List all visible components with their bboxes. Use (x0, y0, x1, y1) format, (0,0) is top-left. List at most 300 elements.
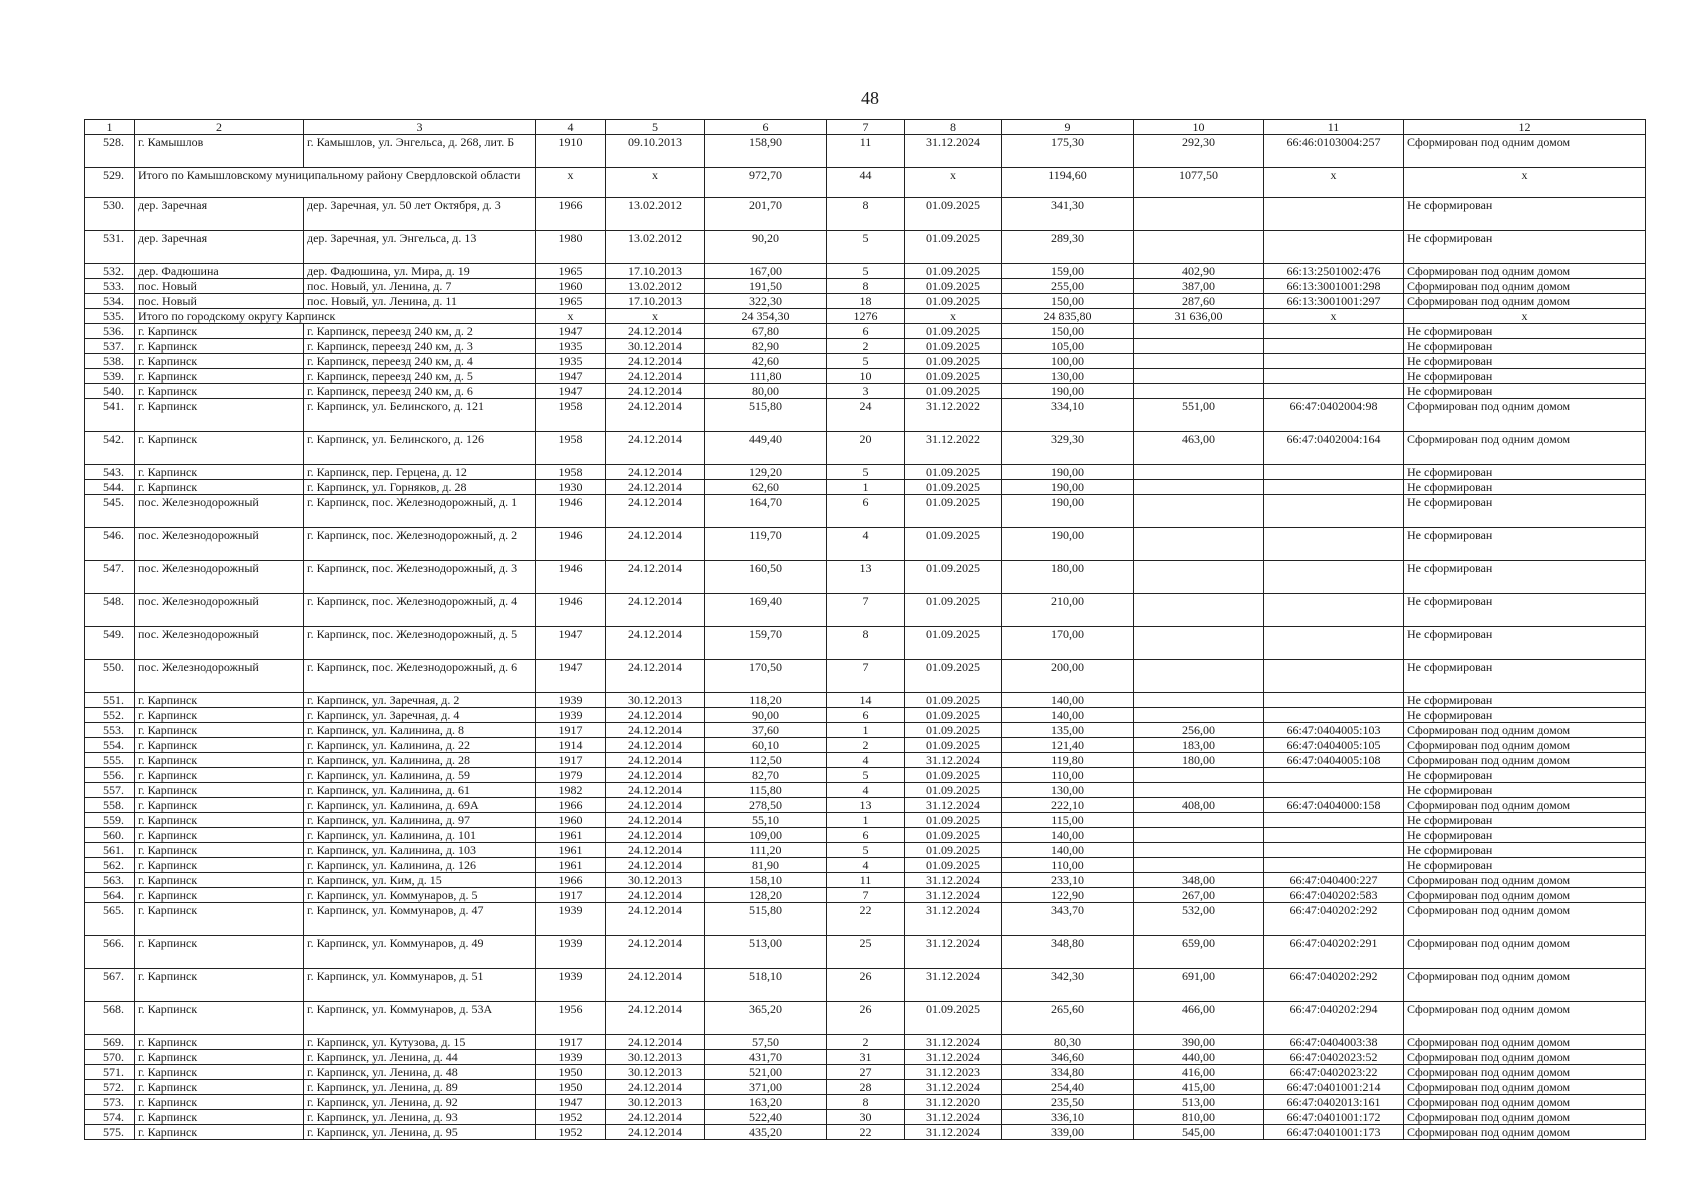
table-row (85, 309, 1646, 324)
area: 90,00 (705, 708, 827, 723)
table-row (85, 888, 1646, 903)
planned-date: 01.09.2025 (905, 594, 1002, 627)
planned-date: 01.09.2025 (905, 561, 1002, 594)
inclusion-date: 24.12.2014 (606, 1002, 705, 1035)
column-header: 12 (1404, 120, 1646, 135)
address: г. Карпинск, ул. Коммунаров, д. 53А (304, 1002, 536, 1035)
address: пос. Новый, ул. Ленина, д. 11 (304, 294, 536, 309)
cadastral-number: 66:47:0404005:108 (1264, 753, 1404, 768)
area-9: 265,60 (1002, 1002, 1134, 1035)
cadastral-number (1264, 198, 1404, 231)
area-9: 339,00 (1002, 1125, 1134, 1140)
area-9: 80,30 (1002, 1035, 1134, 1050)
area-9: 190,00 (1002, 528, 1134, 561)
year-built: 1939 (536, 1050, 606, 1065)
area: 371,00 (705, 1080, 827, 1095)
address: г. Карпинск, переезд 240 км, д. 5 (304, 369, 536, 384)
residents: 26 (827, 969, 905, 1002)
table-row (85, 969, 1646, 1002)
planned-date: 31.12.2024 (905, 135, 1002, 168)
land-area: 466,00 (1134, 1002, 1264, 1035)
table-row (85, 1002, 1646, 1035)
land-area: 545,00 (1134, 1125, 1264, 1140)
settlement: г. Карпинск (135, 798, 304, 813)
planned-date: 01.09.2025 (905, 354, 1002, 369)
settlement: пос. Железнодорожный (135, 495, 304, 528)
inclusion-date: 24.12.2014 (606, 561, 705, 594)
table-row (85, 1065, 1646, 1080)
year-built: 1946 (536, 561, 606, 594)
land-status: Не сформирован (1404, 198, 1646, 231)
land-area (1134, 768, 1264, 783)
area: 82,70 (705, 768, 827, 783)
area-9: 150,00 (1002, 294, 1134, 309)
land-area (1134, 708, 1264, 723)
land-status: Сформирован под одним домом (1404, 1050, 1646, 1065)
year-built: 1935 (536, 354, 606, 369)
address: г. Карпинск, переезд 240 км, д. 3 (304, 339, 536, 354)
area-9: 150,00 (1002, 324, 1134, 339)
inclusion-date: 24.12.2014 (606, 903, 705, 936)
cadastral-number (1264, 231, 1404, 264)
land-status: Не сформирован (1404, 480, 1646, 495)
table-row (85, 354, 1646, 369)
cadastral-number (1264, 708, 1404, 723)
column-header: 6 (705, 120, 827, 135)
land-status: Сформирован под одним домом (1404, 936, 1646, 969)
cadastral-number (1264, 354, 1404, 369)
land-status: x (1404, 168, 1646, 198)
settlement: г. Карпинск (135, 324, 304, 339)
inclusion-date: 13.02.2012 (606, 279, 705, 294)
planned-date: x (905, 309, 1002, 324)
column-header: 7 (827, 120, 905, 135)
land-area: 1077,50 (1134, 168, 1264, 198)
table-row (85, 384, 1646, 399)
row-number: 548. (85, 594, 135, 627)
residents: 4 (827, 753, 905, 768)
area: 515,80 (705, 903, 827, 936)
land-status: Сформирован под одним домом (1404, 432, 1646, 465)
inclusion-date: 24.12.2014 (606, 738, 705, 753)
inclusion-date: 24.12.2014 (606, 594, 705, 627)
year-built: 1965 (536, 264, 606, 279)
table-row (85, 627, 1646, 660)
settlement: г. Карпинск (135, 399, 304, 432)
cadastral-number (1264, 324, 1404, 339)
land-area: 416,00 (1134, 1065, 1264, 1080)
area-9: 342,30 (1002, 969, 1134, 1002)
area: 82,90 (705, 339, 827, 354)
planned-date: 01.09.2025 (905, 660, 1002, 693)
land-area: 440,00 (1134, 1050, 1264, 1065)
year-built: 1956 (536, 1002, 606, 1035)
settlement: г. Карпинск (135, 1110, 304, 1125)
planned-date: 01.09.2025 (905, 708, 1002, 723)
land-area: 513,00 (1134, 1095, 1264, 1110)
table-row (85, 1095, 1646, 1110)
row-number: 542. (85, 432, 135, 465)
inclusion-date: 24.12.2014 (606, 723, 705, 738)
column-header: 11 (1264, 120, 1404, 135)
row-number: 554. (85, 738, 135, 753)
area-9: 1194,60 (1002, 168, 1134, 198)
settlement: пос. Железнодорожный (135, 627, 304, 660)
area-9: 140,00 (1002, 843, 1134, 858)
row-number: 566. (85, 936, 135, 969)
settlement: г. Карпинск (135, 738, 304, 753)
land-status: Сформирован под одним домом (1404, 1002, 1646, 1035)
row-number: 574. (85, 1110, 135, 1125)
area: 322,30 (705, 294, 827, 309)
settlement: дер. Заречная (135, 198, 304, 231)
address: г. Карпинск, ул. Кутузова, д. 15 (304, 1035, 536, 1050)
area-9: 130,00 (1002, 783, 1134, 798)
row-number: 553. (85, 723, 135, 738)
land-area (1134, 843, 1264, 858)
housing-registry-table (84, 119, 1646, 1140)
residents: 6 (827, 324, 905, 339)
address: г. Карпинск, пос. Железнодорожный, д. 6 (304, 660, 536, 693)
year-built: 1946 (536, 528, 606, 561)
inclusion-date: 24.12.2014 (606, 888, 705, 903)
cadastral-number (1264, 480, 1404, 495)
area: 111,80 (705, 369, 827, 384)
year-built: 1946 (536, 495, 606, 528)
area-9: 180,00 (1002, 561, 1134, 594)
area: 522,40 (705, 1110, 827, 1125)
year-built: 1947 (536, 627, 606, 660)
settlement: дер. Заречная (135, 231, 304, 264)
row-number: 547. (85, 561, 135, 594)
area: 191,50 (705, 279, 827, 294)
table-row (85, 279, 1646, 294)
address: дер. Фадюшина, ул. Мира, д. 19 (304, 264, 536, 279)
row-number: 539. (85, 369, 135, 384)
area: 115,80 (705, 783, 827, 798)
area-9: 140,00 (1002, 693, 1134, 708)
address: г. Карпинск, ул. Заречная, д. 4 (304, 708, 536, 723)
land-area: 287,60 (1134, 294, 1264, 309)
land-area (1134, 693, 1264, 708)
table-row (85, 858, 1646, 873)
table-row (85, 873, 1646, 888)
land-status: Сформирован под одним домом (1404, 399, 1646, 432)
settlement: г. Карпинск (135, 480, 304, 495)
cadastral-number (1264, 594, 1404, 627)
area: 513,00 (705, 936, 827, 969)
address: г. Карпинск, ул. Калинина, д. 97 (304, 813, 536, 828)
area: 129,20 (705, 465, 827, 480)
row-number: 559. (85, 813, 135, 828)
land-status: x (1404, 309, 1646, 324)
row-number: 568. (85, 1002, 135, 1035)
area-9: 343,70 (1002, 903, 1134, 936)
land-area (1134, 384, 1264, 399)
land-status: Сформирован под одним домом (1404, 1095, 1646, 1110)
area: 169,40 (705, 594, 827, 627)
residents: 25 (827, 936, 905, 969)
land-area (1134, 528, 1264, 561)
address: г. Карпинск, ул. Ленина, д. 48 (304, 1065, 536, 1080)
land-status: Не сформирован (1404, 858, 1646, 873)
land-status: Сформирован под одним домом (1404, 753, 1646, 768)
year-built: 1958 (536, 399, 606, 432)
settlement: пос. Новый (135, 279, 304, 294)
cadastral-number: 66:47:0401001:172 (1264, 1110, 1404, 1125)
inclusion-date: 24.12.2014 (606, 828, 705, 843)
planned-date: 01.09.2025 (905, 264, 1002, 279)
address: г. Карпинск, переезд 240 км, д. 6 (304, 384, 536, 399)
area-9: 119,80 (1002, 753, 1134, 768)
land-area: 532,00 (1134, 903, 1264, 936)
area: 158,90 (705, 135, 827, 168)
inclusion-date: 24.12.2014 (606, 1035, 705, 1050)
row-number: 561. (85, 843, 135, 858)
year-built: 1910 (536, 135, 606, 168)
area: 128,20 (705, 888, 827, 903)
settlement: пос. Железнодорожный (135, 528, 304, 561)
table-row (85, 432, 1646, 465)
year-built: 1917 (536, 723, 606, 738)
table-row (85, 324, 1646, 339)
area-9: 121,40 (1002, 738, 1134, 753)
residents: 8 (827, 279, 905, 294)
settlement: г. Карпинск (135, 1095, 304, 1110)
area: 60,10 (705, 738, 827, 753)
land-status: Сформирован под одним домом (1404, 1125, 1646, 1140)
cadastral-number (1264, 768, 1404, 783)
inclusion-date: 30.12.2013 (606, 1050, 705, 1065)
cadastral-number: 66:47:040202:291 (1264, 936, 1404, 969)
cadastral-number: 66:47:0404005:105 (1264, 738, 1404, 753)
address: г. Карпинск, пос. Железнодорожный, д. 1 (304, 495, 536, 528)
settlement: г. Карпинск (135, 753, 304, 768)
planned-date: 01.09.2025 (905, 813, 1002, 828)
address: г. Карпинск, ул. Коммунаров, д. 51 (304, 969, 536, 1002)
settlement: г. Карпинск (135, 813, 304, 828)
year-built: 1935 (536, 339, 606, 354)
settlement: пос. Железнодорожный (135, 660, 304, 693)
residents: 5 (827, 843, 905, 858)
residents: 7 (827, 594, 905, 627)
land-area (1134, 594, 1264, 627)
row-number: 533. (85, 279, 135, 294)
table-row (85, 594, 1646, 627)
inclusion-date: 30.12.2013 (606, 1065, 705, 1080)
cadastral-number: 66:47:0402013:161 (1264, 1095, 1404, 1110)
area-9: 140,00 (1002, 708, 1134, 723)
land-status: Сформирован под одним домом (1404, 969, 1646, 1002)
land-status: Сформирован под одним домом (1404, 279, 1646, 294)
land-status: Не сформирован (1404, 693, 1646, 708)
planned-date: 31.12.2024 (905, 873, 1002, 888)
table-row (85, 738, 1646, 753)
residents: 1 (827, 723, 905, 738)
area-9: 348,80 (1002, 936, 1134, 969)
row-number: 528. (85, 135, 135, 168)
inclusion-date: x (606, 309, 705, 324)
cadastral-number: 66:47:0404005:103 (1264, 723, 1404, 738)
table-row (85, 660, 1646, 693)
cadastral-number (1264, 660, 1404, 693)
land-area (1134, 660, 1264, 693)
table-row (85, 1110, 1646, 1125)
row-number: 530. (85, 198, 135, 231)
area-9: 190,00 (1002, 495, 1134, 528)
residents: 5 (827, 465, 905, 480)
settlement: г. Карпинск (135, 1050, 304, 1065)
residents: 3 (827, 384, 905, 399)
row-number: 532. (85, 264, 135, 279)
residents: 13 (827, 561, 905, 594)
planned-date: 31.12.2024 (905, 903, 1002, 936)
row-number: 544. (85, 480, 135, 495)
year-built: 1947 (536, 660, 606, 693)
land-status: Не сформирован (1404, 627, 1646, 660)
column-header: 5 (606, 120, 705, 135)
residents: 1 (827, 813, 905, 828)
land-area: 551,00 (1134, 399, 1264, 432)
inclusion-date: 24.12.2014 (606, 369, 705, 384)
residents: 26 (827, 1002, 905, 1035)
planned-date: 01.09.2025 (905, 279, 1002, 294)
inclusion-date: 09.10.2013 (606, 135, 705, 168)
planned-date: 01.09.2025 (905, 324, 1002, 339)
table-row (85, 135, 1646, 168)
inclusion-date: 30.12.2014 (606, 339, 705, 354)
area-9: 175,30 (1002, 135, 1134, 168)
land-status: Сформирован под одним домом (1404, 738, 1646, 753)
planned-date: 01.09.2025 (905, 627, 1002, 660)
row-number: 540. (85, 384, 135, 399)
area: 515,80 (705, 399, 827, 432)
cadastral-number: 66:47:0402023:52 (1264, 1050, 1404, 1065)
land-status: Сформирован под одним домом (1404, 888, 1646, 903)
area-9: 122,90 (1002, 888, 1134, 903)
table-row (85, 813, 1646, 828)
area-9: 190,00 (1002, 465, 1134, 480)
inclusion-date: 24.12.2014 (606, 753, 705, 768)
year-built: 1960 (536, 279, 606, 294)
residents: 2 (827, 738, 905, 753)
area-9: 341,30 (1002, 198, 1134, 231)
cadastral-number: 66:46:0103004:257 (1264, 135, 1404, 168)
year-built: x (536, 309, 606, 324)
cadastral-number (1264, 783, 1404, 798)
address: г. Карпинск, ул. Ленина, д. 93 (304, 1110, 536, 1125)
row-number: 535. (85, 309, 135, 324)
column-header: 9 (1002, 120, 1134, 135)
area: 278,50 (705, 798, 827, 813)
row-number: 551. (85, 693, 135, 708)
inclusion-date: 24.12.2014 (606, 399, 705, 432)
land-area: 180,00 (1134, 753, 1264, 768)
cadastral-number: 66:47:040202:292 (1264, 969, 1404, 1002)
area: 81,90 (705, 858, 827, 873)
page-number: 48 (861, 88, 879, 108)
address: г. Карпинск, ул. Белинского, д. 126 (304, 432, 536, 465)
cadastral-number: 66:47:0401001:214 (1264, 1080, 1404, 1095)
residents: 11 (827, 135, 905, 168)
land-status: Сформирован под одним домом (1404, 1065, 1646, 1080)
residents: 2 (827, 339, 905, 354)
row-number: 531. (85, 231, 135, 264)
address: г. Карпинск, ул. Ленина, д. 89 (304, 1080, 536, 1095)
cadastral-number: x (1264, 309, 1404, 324)
year-built: 1917 (536, 888, 606, 903)
year-built: 1939 (536, 708, 606, 723)
inclusion-date: 24.12.2014 (606, 627, 705, 660)
address: г. Карпинск, пос. Железнодорожный, д. 2 (304, 528, 536, 561)
settlement: дер. Фадюшина (135, 264, 304, 279)
row-number: 563. (85, 873, 135, 888)
total-label: Итого по городскому округу Карпинск (135, 309, 536, 324)
land-area (1134, 783, 1264, 798)
settlement: пос. Новый (135, 294, 304, 309)
land-area (1134, 354, 1264, 369)
planned-date: 31.12.2024 (905, 1110, 1002, 1125)
planned-date: 31.12.2024 (905, 1035, 1002, 1050)
settlement: г. Карпинск (135, 969, 304, 1002)
address: пос. Новый, ул. Ленина, д. 7 (304, 279, 536, 294)
table-row (85, 723, 1646, 738)
inclusion-date: 24.12.2014 (606, 969, 705, 1002)
year-built: 1939 (536, 903, 606, 936)
table-row (85, 264, 1646, 279)
table-row (85, 168, 1646, 198)
residents: 5 (827, 354, 905, 369)
column-header-row (85, 120, 1646, 135)
settlement: г. Карпинск (135, 1035, 304, 1050)
area-9: 346,60 (1002, 1050, 1134, 1065)
year-built: 1917 (536, 753, 606, 768)
table-row (85, 480, 1646, 495)
land-area (1134, 231, 1264, 264)
land-area: 408,00 (1134, 798, 1264, 813)
residents: 30 (827, 1110, 905, 1125)
table-row (85, 828, 1646, 843)
table-row (85, 783, 1646, 798)
settlement: г. Карпинск (135, 843, 304, 858)
land-area: 387,00 (1134, 279, 1264, 294)
settlement: г. Карпинск (135, 465, 304, 480)
area: 365,20 (705, 1002, 827, 1035)
table-row (85, 198, 1646, 231)
table-row (85, 528, 1646, 561)
table-row (85, 465, 1646, 480)
table-row (85, 708, 1646, 723)
residents: 27 (827, 1065, 905, 1080)
cadastral-number: 66:13:3001001:298 (1264, 279, 1404, 294)
land-area: 183,00 (1134, 738, 1264, 753)
year-built: 1946 (536, 594, 606, 627)
settlement: г. Карпинск (135, 903, 304, 936)
inclusion-date: 24.12.2014 (606, 936, 705, 969)
planned-date: 01.09.2025 (905, 843, 1002, 858)
area-9: 334,80 (1002, 1065, 1134, 1080)
land-area (1134, 198, 1264, 231)
inclusion-date: x (606, 168, 705, 198)
cadastral-number: x (1264, 168, 1404, 198)
table-row (85, 753, 1646, 768)
cadastral-number: 66:47:040400:227 (1264, 873, 1404, 888)
land-area (1134, 480, 1264, 495)
planned-date: 31.12.2024 (905, 1050, 1002, 1065)
address: г. Карпинск, ул. Ленина, д. 95 (304, 1125, 536, 1140)
land-area (1134, 324, 1264, 339)
planned-date: x (905, 168, 1002, 198)
